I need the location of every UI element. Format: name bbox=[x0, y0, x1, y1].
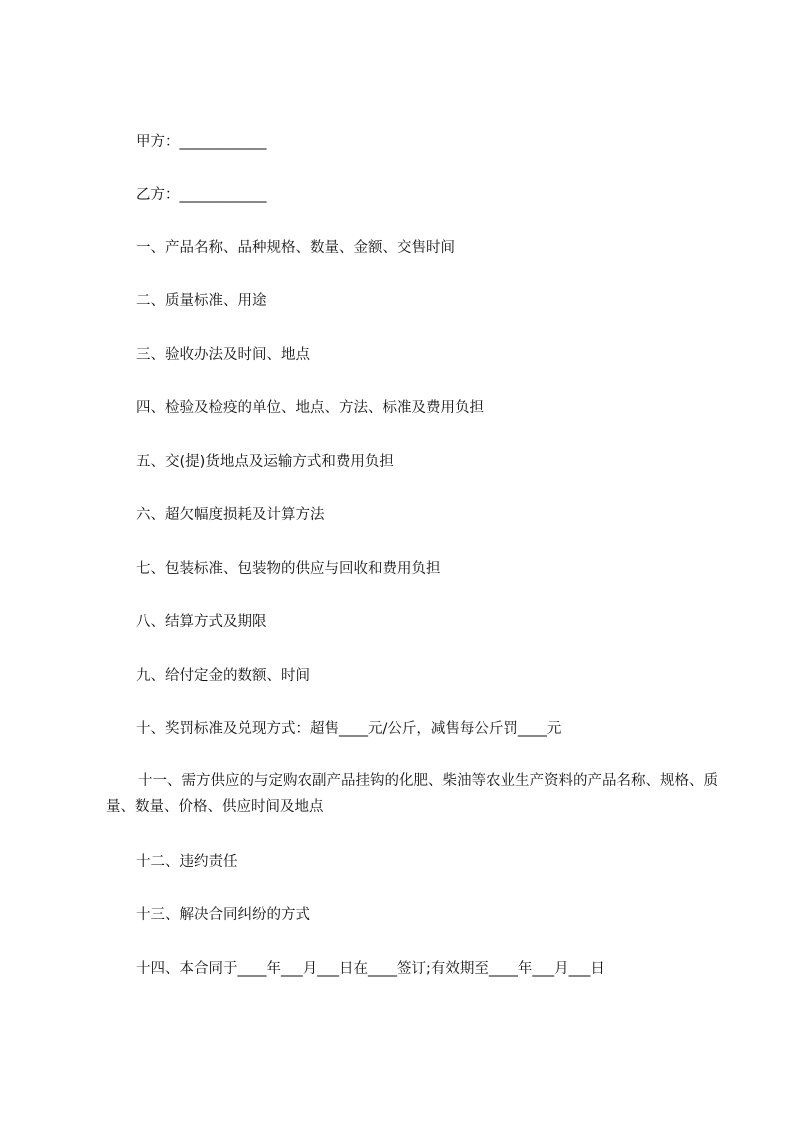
clause-10: 十、奖罚标准及兑现方式：超售____元/公斤，减售每公斤罚____元 bbox=[136, 721, 562, 737]
party-b-line: 乙方：____________ bbox=[136, 187, 267, 203]
party-a-line: 甲方：____________ bbox=[136, 134, 267, 150]
clause-2: 二、质量标准、用途 bbox=[136, 293, 267, 309]
clause-6: 六、超欠幅度损耗及计算方法 bbox=[136, 507, 325, 523]
clause-7: 七、包装标准、包装物的供应与回收和费用负担 bbox=[136, 561, 441, 577]
clause-5: 五、交(提)货地点及运输方式和费用负担 bbox=[136, 454, 394, 470]
clause-1: 一、产品名称、品种规格、数量、金额、交售时间 bbox=[136, 240, 455, 256]
clause-12: 十二、违约责任 bbox=[136, 854, 238, 870]
clause-8: 八、结算方式及期限 bbox=[136, 614, 267, 630]
clause-13: 十三、解决合同纠纷的方式 bbox=[136, 907, 310, 923]
clause-3: 三、验收办法及时间、地点 bbox=[136, 347, 310, 363]
clause-9: 九、给付定金的数额、时间 bbox=[136, 668, 310, 684]
clause-11: 十一、需方供应的与定购农副产品挂钩的化肥、柴油等农业生产资料的产品名称、规格、质量、数量、价格、供应时间及地点 bbox=[106, 773, 718, 815]
clause-4: 四、检验及检疫的单位、地点、方法、标准及费用负担 bbox=[136, 400, 484, 416]
clause-14: 十四、本合同于____年___月___日在____签订;有效期至____年___月___日 bbox=[136, 961, 605, 977]
